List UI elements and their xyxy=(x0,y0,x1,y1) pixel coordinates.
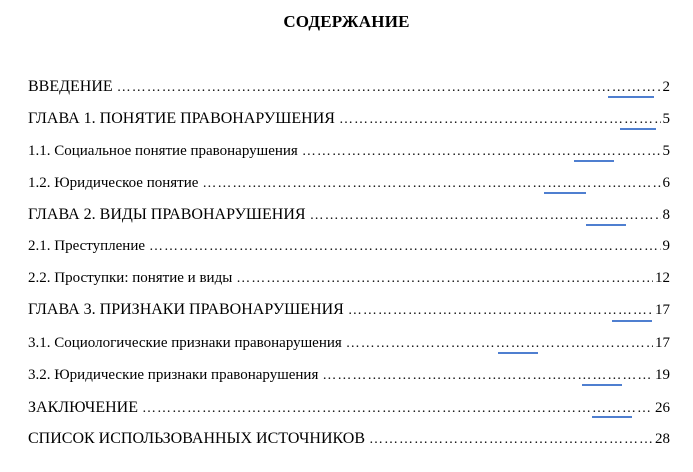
toc-page-number: 28 xyxy=(655,431,670,447)
toc-entry-label: 3.1. Социологические признаки правонарушения xyxy=(28,335,342,351)
toc-page-number: 2 xyxy=(662,79,670,95)
spellcheck-underline xyxy=(498,350,538,354)
toc-entry-label: СПИСОК ИСПОЛЬЗОВАННЫХ ИСТОЧНИКОВ xyxy=(28,430,366,447)
toc-entry-label: 1.2. Юридическое понятие xyxy=(28,175,199,191)
toc-entry-label: ГЛАВА 2. ВИДЫ ПРАВОНАРУШЕНИЯ xyxy=(28,206,306,223)
toc-leader-dots xyxy=(369,432,653,448)
toc-page-number: 12 xyxy=(655,270,670,286)
spellcheck-underline xyxy=(544,190,586,194)
toc-entry-chapter-1[interactable] xyxy=(28,110,670,132)
spellcheck-underline xyxy=(582,382,622,386)
toc-entry-section-2-1[interactable] xyxy=(28,238,670,260)
toc-page-number: 26 xyxy=(655,400,670,416)
toc-page-number: 9 xyxy=(662,238,670,254)
toc-page-number: 17 xyxy=(655,335,670,351)
toc-entry-label: 1.1. Социальное понятие правонарушения xyxy=(28,143,298,159)
toc-leader-dots xyxy=(117,80,661,96)
toc-entry-label: 2.1. Преступление xyxy=(28,238,146,254)
toc-page-number: 6 xyxy=(662,175,670,191)
spellcheck-underline xyxy=(574,158,614,162)
toc-leader-dots xyxy=(202,176,660,192)
toc-leader-dots xyxy=(348,303,653,319)
toc-entry-chapter-2[interactable] xyxy=(28,206,670,228)
toc-entry-section-3-2[interactable] xyxy=(28,367,670,389)
toc-page-number: 5 xyxy=(662,111,670,127)
toc-entry-label: 2.2. Проступки: понятие и виды xyxy=(28,270,233,286)
toc-page-number: 19 xyxy=(655,367,670,383)
spellcheck-underline xyxy=(612,318,652,322)
page-title: СОДЕРЖАНИЕ xyxy=(283,12,410,31)
toc-entry-section-3-1[interactable] xyxy=(28,335,670,357)
toc-entry-label: ВВЕДЕНИЕ xyxy=(28,78,113,95)
toc-page-number: 5 xyxy=(662,143,670,159)
toc-leader-dots xyxy=(236,271,653,287)
spellcheck-underline xyxy=(586,222,626,226)
toc-entry-label: ЗАКЛЮЧЕНИЕ xyxy=(28,399,138,416)
toc-leader-dots xyxy=(339,112,661,128)
toc-page-number: 8 xyxy=(662,207,670,223)
spellcheck-underline xyxy=(608,94,654,98)
toc-entry-section-2-2[interactable] xyxy=(28,270,670,292)
toc-entry-label: ГЛАВА 3. ПРИЗНАКИ ПРАВОНАРУШЕНИЯ xyxy=(28,301,344,318)
toc-entry-introduction[interactable] xyxy=(28,78,670,100)
toc-entry-bibliography[interactable] xyxy=(28,430,670,452)
toc-leader-dots xyxy=(142,401,653,417)
spellcheck-underline xyxy=(620,126,656,130)
toc-leader-dots xyxy=(149,239,660,255)
toc-entry-chapter-3[interactable] xyxy=(28,301,670,323)
spellcheck-underline xyxy=(592,414,632,418)
toc-entry-conclusion[interactable] xyxy=(28,399,670,421)
toc-page-number: 17 xyxy=(655,302,670,318)
toc-entry-label: 3.2. Юридические признаки правонарушения xyxy=(28,367,319,383)
toc-entry-label: ГЛАВА 1. ПОНЯТИЕ ПРАВОНАРУШЕНИЯ xyxy=(28,110,335,127)
